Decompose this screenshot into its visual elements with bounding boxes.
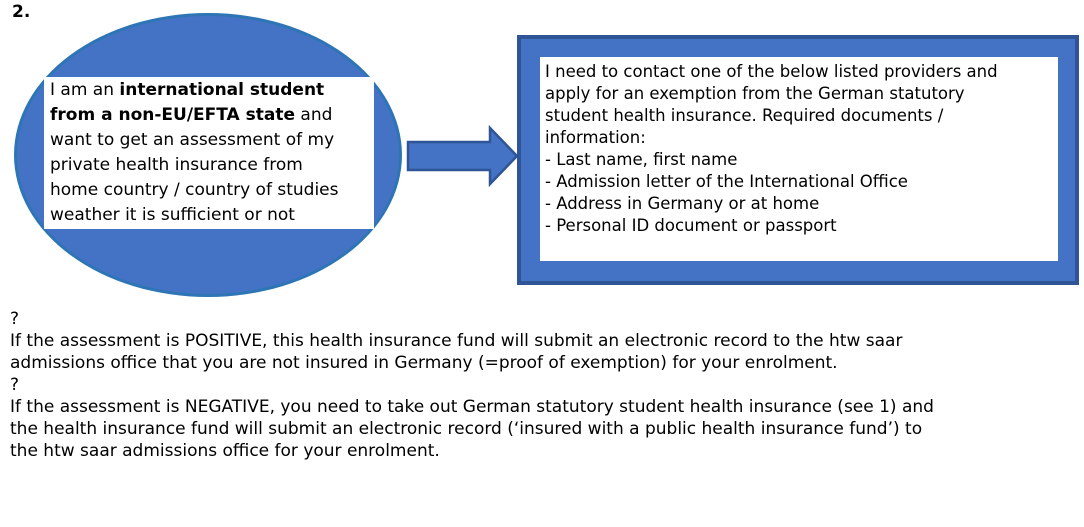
situation-line: [50, 78, 374, 103]
right-arrow-icon: [406, 125, 520, 187]
situation-text-bold: international student: [119, 80, 325, 100]
required-document-item: - Admission letter of the International Office: [545, 172, 908, 191]
exemption-instructions-textbox: [540, 57, 1058, 261]
student-situation-textbox: [44, 77, 374, 229]
situation-text: and: [295, 105, 333, 125]
negative-outcome-line: If the assessment is NEGATIVE, you need to take out German statutory student health insurance (see 1) and: [10, 397, 934, 417]
required-document-item: - Address in Germany or at home: [545, 194, 820, 213]
negative-outcome-line: the health insurance fund will submit an electronic record (‘insured with a public health insurance fund’) to: [10, 419, 923, 439]
assessment-outcome-text: [10, 308, 1080, 462]
instruction-line: I need to contact one of the below listed providers and: [545, 62, 998, 81]
positive-outcome-line: If the assessment is POSITIVE, this health insurance fund will submit an electronic record to the htw saar: [10, 331, 903, 351]
required-document-item: - Personal ID document or passport: [545, 216, 837, 235]
negative-outcome-line: the htw saar admissions office for your enrolment.: [10, 441, 440, 461]
situation-line: weather it is sufficient or not: [50, 205, 295, 225]
bullet-question-mark: ?: [10, 375, 20, 395]
required-document-item: - Last name, first name: [545, 150, 738, 169]
situation-text: I am an: [50, 80, 120, 100]
instruction-line: student health insurance. Required documents /: [545, 106, 944, 125]
situation-line: private health insurance from: [50, 155, 303, 175]
situation-text-bold: from a non-EU/EFTA state: [50, 105, 295, 125]
instruction-line: apply for an exemption from the German statutory: [545, 84, 965, 103]
step-number-label: 2.: [12, 2, 31, 22]
situation-line: home country / country of studies: [50, 180, 339, 200]
bullet-question-mark: ?: [10, 309, 20, 329]
flow-arrow: [406, 125, 520, 187]
instruction-line: information:: [545, 128, 646, 147]
situation-line: want to get an assessment of my: [50, 130, 335, 150]
positive-outcome-line: admissions office that you are not insured in Germany (=proof of exemption) for your enrolment.: [10, 353, 838, 373]
exemption-instructions-box: [517, 35, 1079, 285]
situation-line: [50, 103, 374, 128]
